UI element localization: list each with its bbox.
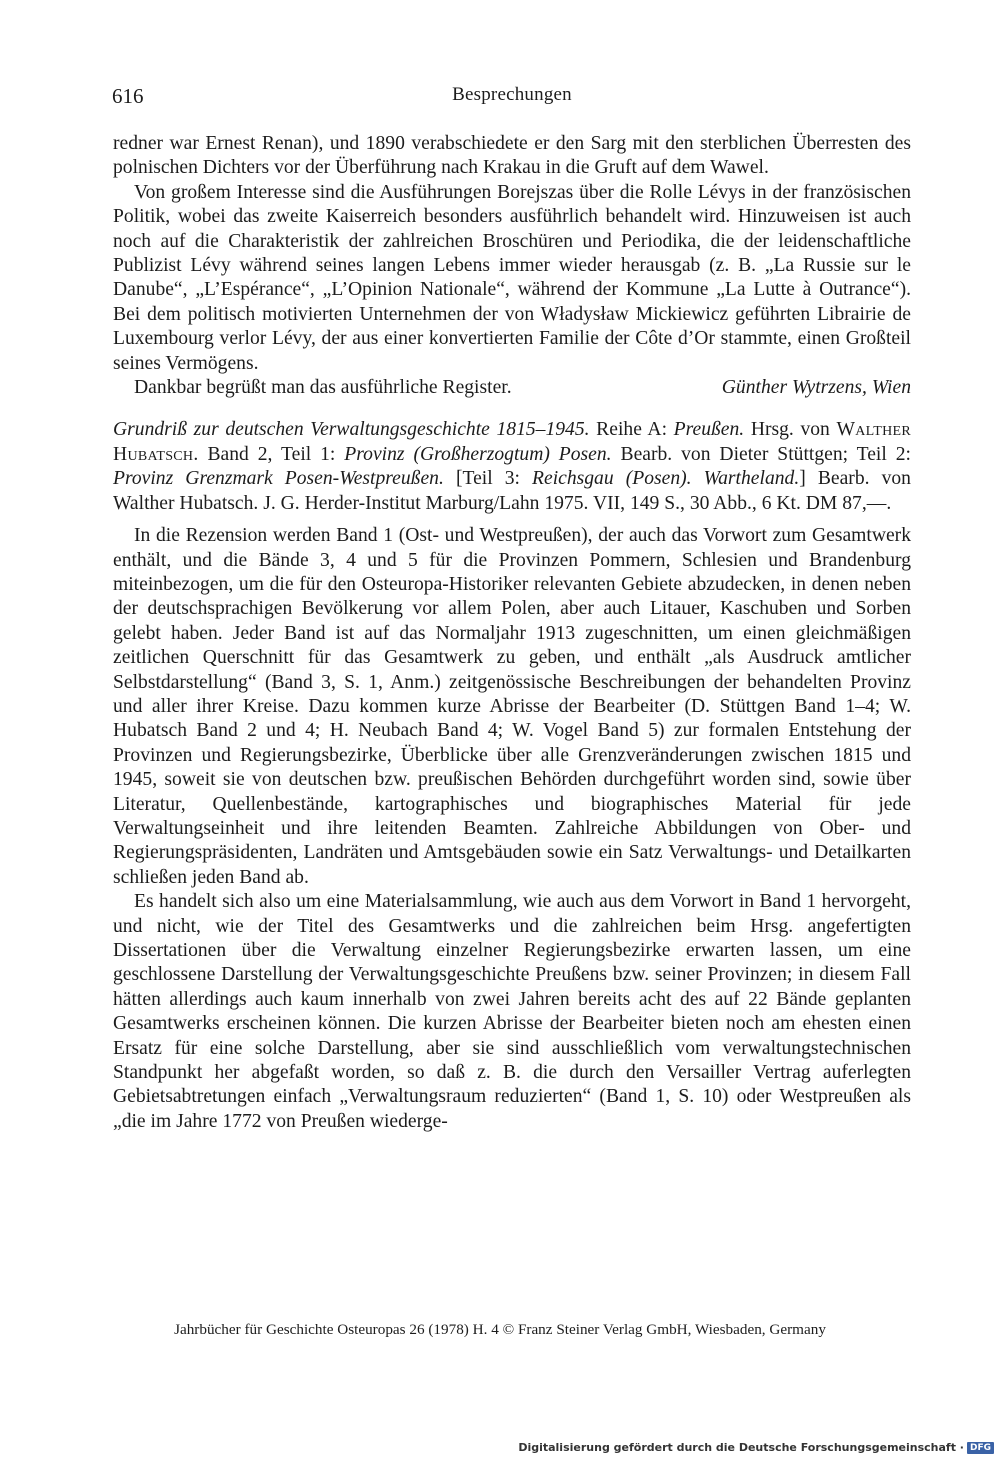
part1-title: Provinz (Großherzogtum) Posen. bbox=[344, 443, 612, 465]
dfg-watermark bbox=[518, 1441, 994, 1454]
reviewer-signature: Günther Wytrzens, Wien bbox=[721, 377, 911, 399]
book-title: Grundriß zur deutschen Verwaltungsgeschichte 1815–1945. bbox=[113, 419, 590, 441]
running-head: Besprechungen bbox=[452, 84, 572, 105]
review1-closing-line bbox=[113, 376, 911, 400]
review2-paragraph: Es handelt sich also um eine Materialsammlung, wie auch aus dem Vorwort in Band 1 hervorgeht, und nicht, wie der Titel des Gesamtwerks und die zahlreichen beim Hrsg. angefertigten Dissertationen über die Verwaltung einzelner Regierungsbezirke erwarten lassen, um eine geschlossene Darstellung der Verwaltungsgeschichte Preußens bzw. seiner Provinzen; in diesem Fall hätten allerdings auch kaum innerhalb von zwei Jahren bereits acht des auf 22 Bände geplanten Gesamtwerks erscheinen können. Die kurzen Abrisse der Bearbeiter bieten noch am ehesten einen Ersatz für eine solche Darstellung, aber sie sind ausschließlich vom verwaltungstechnischen Standpunkt her abgefaßt worden, so daß z. B. die durch den Versailler Vertrag auferlegten Gebietsabtretungen einfach „Verwaltungsraum reduzierten“ (Band 1, S. 10) oder Westpreußen als „die im Jahre 1772 von Preußen wiederge- bbox=[113, 891, 911, 1132]
part2-title: Provinz Grenzmark Posen-Westpreußen. bbox=[113, 468, 444, 490]
page-header bbox=[112, 84, 912, 110]
journal-citation-footer: Jahrbücher für Geschichte Osteuropas 26 (1978) H. 4 © Franz Steiner Verlag GmbH, Wiesbaden, Germany bbox=[174, 1321, 826, 1338]
part3-title: Reichsgau (Posen). Wartheland. bbox=[532, 468, 800, 490]
dfg-logo-icon: DFG bbox=[967, 1442, 994, 1454]
review2-paragraph: In die Rezension werden Band 1 (Ost- und Westpreußen), der auch das Vorwort zum Gesamtwerk enthält, und die Bände 3, 4 und 5 für die Provinzen Pommern, Schlesien und Brandenburg miteinbezogen, um die für den Osteuropa-Historiker relevanten Gebiete abzudecken, in denen neben der deutschsprachigen Bevölkerung vor allem Polen, aber auch Litauer, Kaschuben und Sorben gelebt haben. Jeder Band ist auf das Normaljahr 1913 zugeschnitten, um einen gleichmäßigen zeitlichen Querschnitt für das Gesamtwerk zu geben, und enthält „als Ausdruck amtlicher Selbstdarstellung“ (Band 3, S. 1, Anm.) zeitgenössische Beschreibungen der behandelten Provinz und aller ihrer Kreise. Dazu kommen kurze Abrisse der Bearbeiter (D. Stüttgen Band 1–4; W. Hubatsch Band 2 und 4; H. Neubach Band 4; W. Vogel Band 5) zur formalen Entstehung der Provinzen und Regierungsbezirke, Überblicke über alle Grenzveränderungen zwischen 1815 und 1945, soweit sie von deutschen bzw. preußischen Behörden durchgeführt worden sind, sowie über Literatur, Quellenbestände, kartographisches und biographisches Material für jede Verwaltungseinheit und ihre leitenden Beamten. Zahlreiche Abbildungen von Ober- und Regierungspräsidenten, Landräten und Amtsgebäuden sowie ein Satz Verwaltungs- und Detailkarten schließen jeden Band ab. bbox=[113, 525, 911, 888]
series-title: Preußen. bbox=[673, 419, 745, 441]
bibliographic-entry: Grundriß zur deutschen Verwaltungsgeschichte 1815–1945. Reihe A: Preußen. Hrsg. von Walther Hubatsch. Band 2, Teil 1: Provinz (Großherzogtum) Posen. Bearb. von Dieter Stüttgen; Teil 2: Provinz Grenzmark Posen-Westpreußen. [Teil 3: Reichsgau (Posen). Wartheland.] Bearb. von Walther Hubatsch. J. G. Herder-Institut Marburg/Lahn 1975. VII, 149 S., 30 Abb., 6 Kt. DM 87,—. bbox=[113, 419, 911, 514]
review1-paragraph: Von großem Interesse sind die Ausführungen Borejszas über die Rolle Lévys in der französischen Politik, wobei das zweite Kaiserreich besonders ausführlich behandelt wird. Hinzuweisen ist auch noch auf die Charakteristik der zahlreichen Broschüren und Periodika, die der leidenschaftliche Publizist Lévy während seines langen Lebens immer wieder herausgab (z. B. „La Russie sur le Danube“, „L’Espérance“, „L’Opinion Nationale“, während der Kommune „La Lutte à Outrance“). Bei dem politisch motivierten Unternehmen der von Władysław Mickiewicz geführten Librairie de Luxembourg verlor Lévy, der aus einer konvertierten Familie der Côte d’Or stammte, einen Großteil seines Vermögens. bbox=[113, 181, 911, 374]
editor-name: Walther Hubatsch. bbox=[113, 419, 911, 465]
review1-paragraph: redner war Ernest Renan), und 1890 verabschiedete er den Sarg mit den sterblichen Überresten des polnischen Dichters vor der Überführung nach Krakau in die Gruft auf dem Wawel. bbox=[113, 133, 911, 179]
page-number: 616 bbox=[112, 84, 144, 108]
closing-sentence: Dankbar begrüßt man das ausführliche Register. bbox=[134, 377, 512, 399]
page-body bbox=[113, 132, 911, 1134]
dfg-watermark-text: Digitalisierung gefördert durch die Deutsche Forschungsgemeinschaft · bbox=[518, 1441, 964, 1454]
